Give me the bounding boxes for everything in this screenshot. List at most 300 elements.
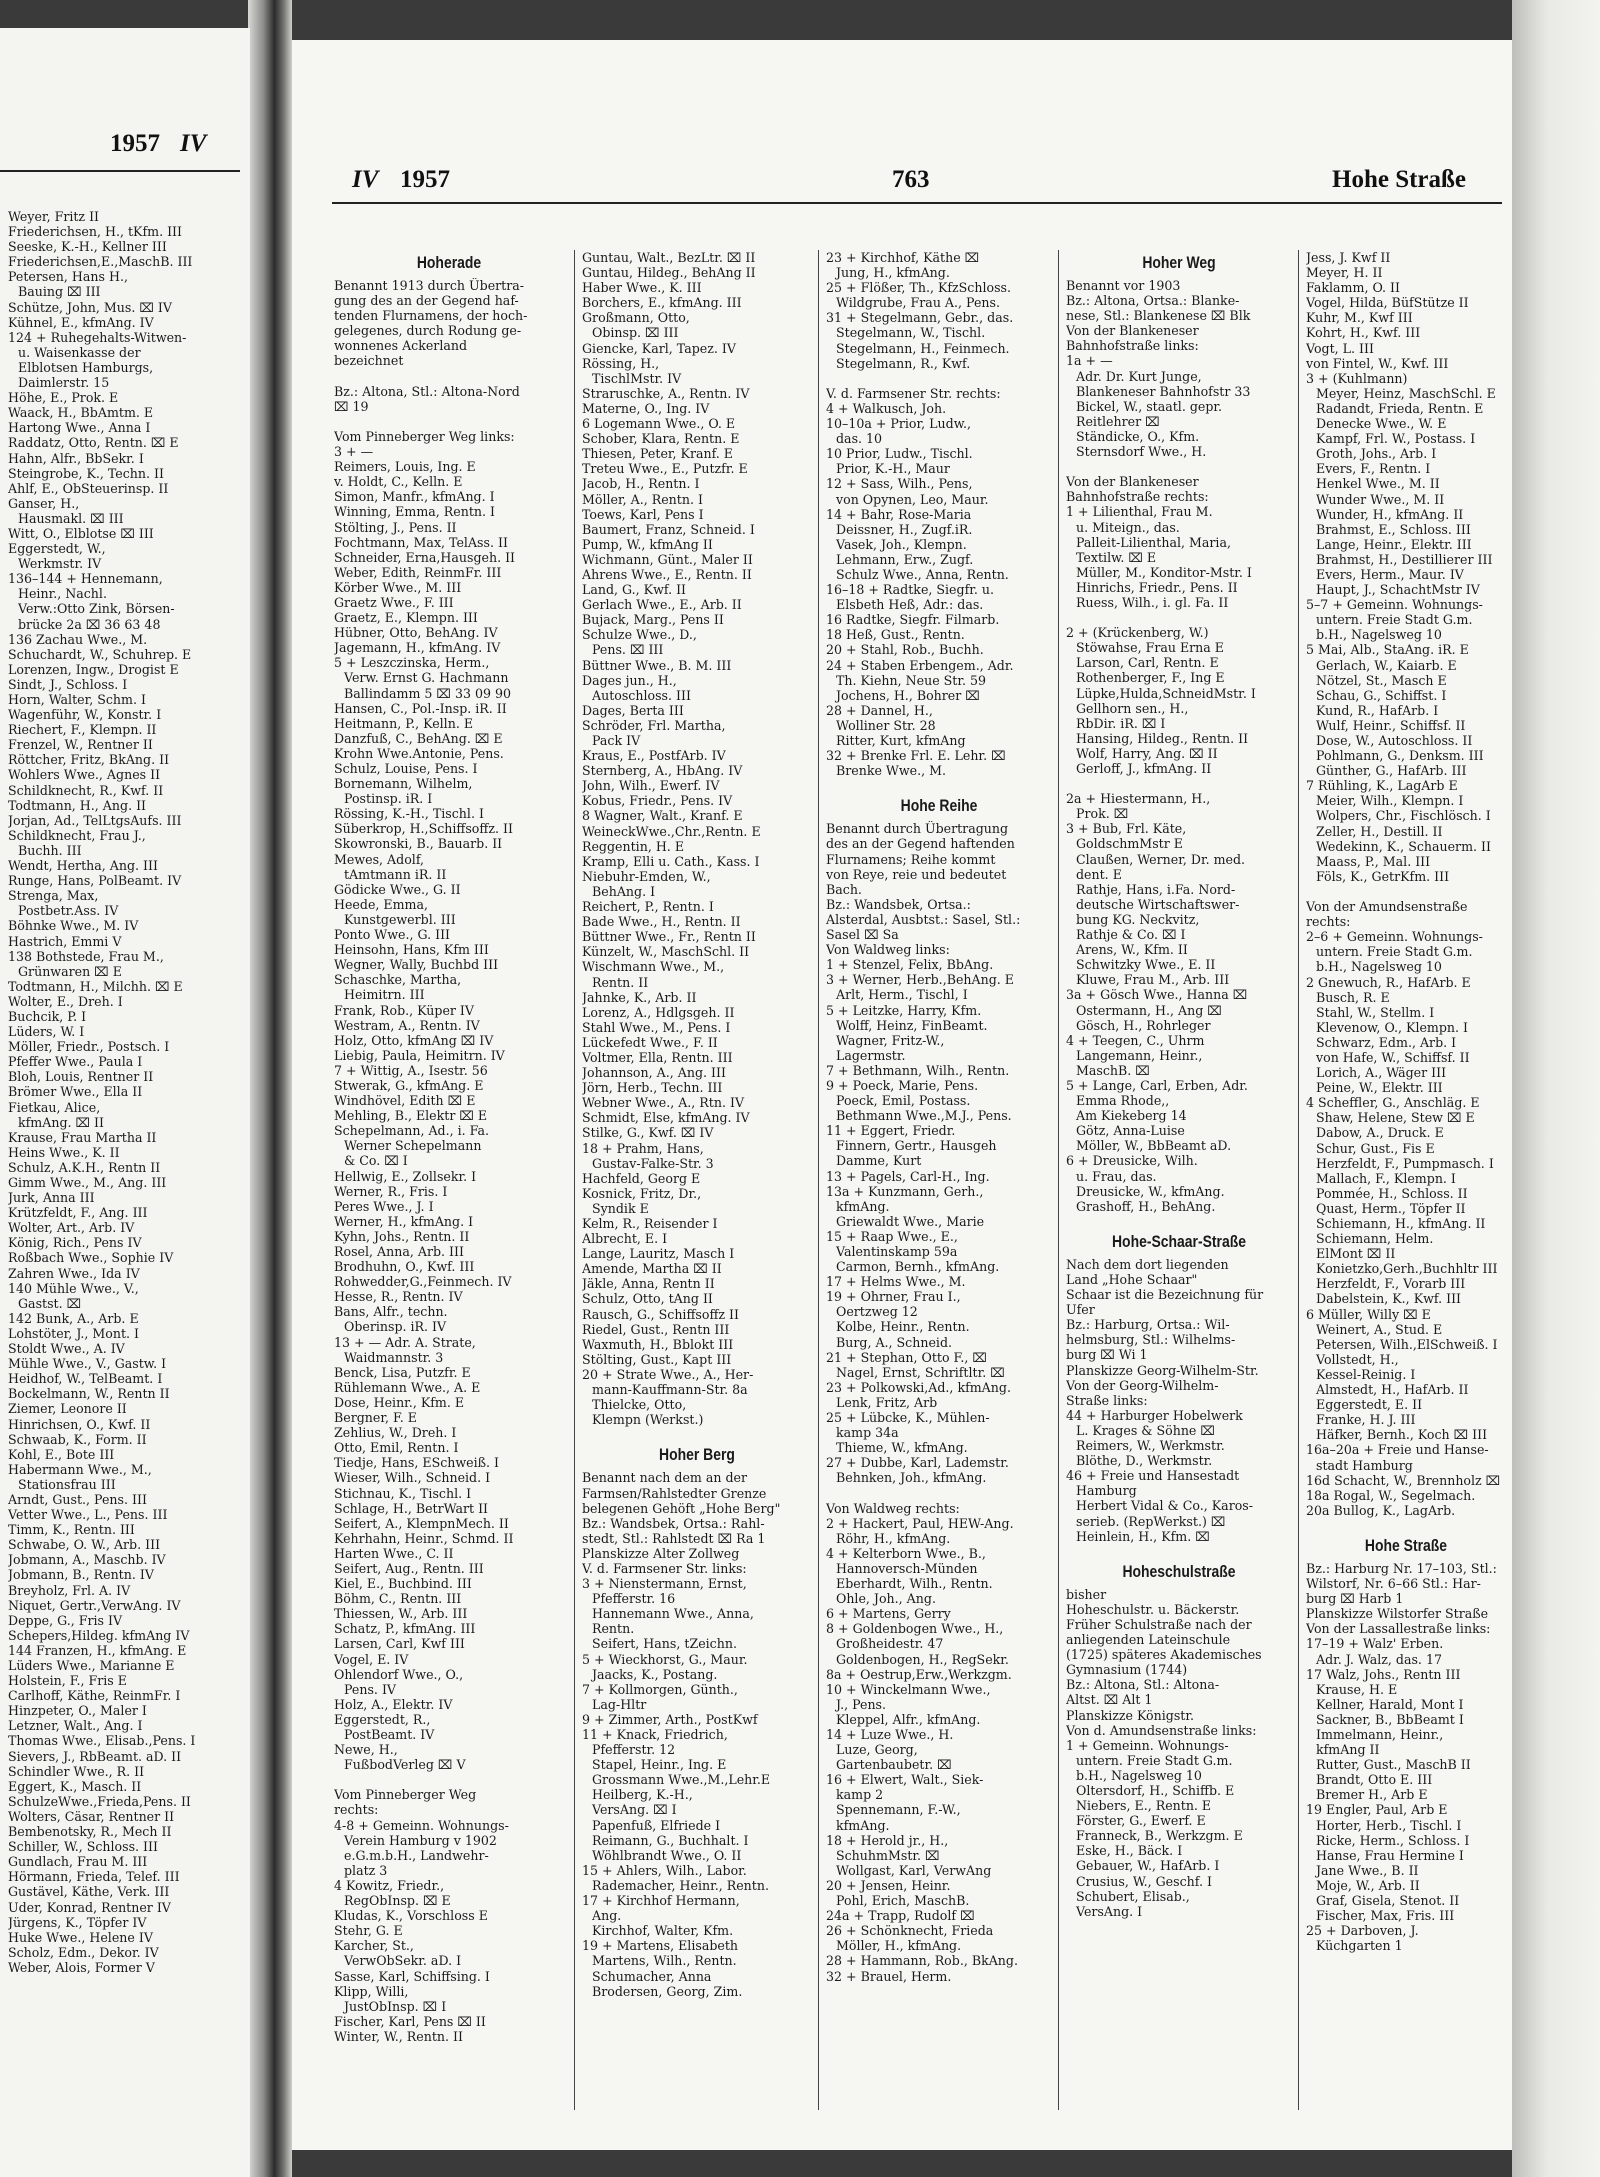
left-column — [8, 209, 244, 1975]
entry-line: Klempn (Werkst.) — [592, 1412, 704, 1428]
entry-line: von Fintel, W., Kwf. III — [1306, 355, 1449, 371]
entry-line: 3 + (Kuhlmann) — [1306, 370, 1408, 386]
entry-line: 20 + Strate Wwe., A., Her- — [582, 1366, 754, 1382]
entry-line: Ponto Wwe., G. III — [334, 927, 451, 943]
entry-line: Rössing, H., — [582, 355, 660, 371]
entry-line: Obinsp. ⌧ III — [592, 325, 679, 341]
entry-line: Seifert, Hans, tZeichn. — [592, 1636, 737, 1652]
entry-line: 5 + Leszczinska, Herm., — [334, 655, 490, 671]
column-divider — [1058, 250, 1059, 2110]
entry-line: b.H., Nagelsweg 10 — [1316, 959, 1442, 975]
entry-line: SchuhmMstr. ⌧ — [836, 1847, 940, 1863]
entry-line: Rentn. — [592, 1621, 635, 1637]
entry-line: (1725) späteres Akademisches — [1066, 1647, 1262, 1663]
entry-line: Gellhorn sen., H., — [1076, 700, 1189, 716]
entry-line: Jäkle, Anna, Rentn II — [582, 1276, 715, 1292]
entry-line: Lange, Lauritz, Masch I — [582, 1246, 735, 1262]
entry-line: Hansen, C., Pol.-Insp. iR. II — [334, 700, 507, 716]
entry-line: Behnken, Joh., kfmAng. — [836, 1470, 987, 1486]
entry-line: Stoldt Wwe., A. IV — [8, 1341, 125, 1357]
entry-line: Rössing, K.-H., Tischl. I — [334, 806, 484, 822]
column-divider — [574, 250, 575, 2110]
entry-line: Crusius, W., Geschf. I — [1076, 1873, 1212, 1889]
entry-line: Vogel, E. IV — [334, 1651, 409, 1667]
entry-line: Büttner Wwe., Fr., Rentn II — [582, 929, 756, 945]
entry-line: Oberinsp. iR. IV — [344, 1319, 447, 1335]
entry-line: Föls, K., GetrKfm. III — [1316, 868, 1450, 884]
entry-line: Hannemann Wwe., Anna, — [592, 1606, 754, 1622]
entry-line: Kohrt, H., Kwf. III — [1306, 325, 1421, 341]
entry-line: rechts: — [1306, 914, 1351, 930]
entry-line: Lag-Hltr — [592, 1696, 647, 1712]
entry-line: Amende, Martha ⌧ II — [582, 1261, 722, 1277]
entry-line: Ostermann, H., Ang ⌧ — [1076, 1002, 1222, 1018]
entry-line: Jane Wwe., B. II — [1316, 1862, 1419, 1878]
entry-line: 15 + Raap Wwe., E., — [826, 1228, 958, 1244]
entry-line: Vogt, L. III — [1306, 340, 1374, 356]
entry-line: Bockelmann, W., Rentn II — [8, 1386, 170, 1402]
entry-line: Nagel, Ernst, Schriftltr. ⌧ — [836, 1364, 1005, 1380]
entry-line: Brömer Wwe., Ella II — [8, 1084, 143, 1100]
column-1 — [334, 250, 564, 2044]
entry-line: Prior, K.-H., Maur — [836, 461, 950, 477]
entry-line: Bornemann, Wilhelm, — [334, 776, 473, 792]
entry-line: Danzfuß, C., BehAng. ⌧ E — [334, 730, 503, 746]
entry-line: Lagermstr. — [836, 1047, 906, 1063]
entry-line: Sasel ⌧ Sa — [826, 927, 899, 943]
entry-line: 140 Mühle Wwe., V., — [8, 1280, 139, 1296]
entry-line: Bethmann Wwe.,M.J., Pens. — [836, 1108, 1012, 1124]
entry-line: Stwerak, G., kfmAng. E — [334, 1077, 484, 1093]
entry-line: Timm, K., Rentn. III — [8, 1522, 135, 1538]
entry-line: Bauing ⌧ III — [18, 284, 101, 300]
entry-line: burg ⌧ Harb 1 — [1306, 1591, 1404, 1607]
entry-line: Weber, Alois, Former V — [8, 1959, 155, 1975]
entry-line: Wagner, Fritz-W., — [836, 1032, 945, 1048]
entry-line: Weber, Edith, ReinmFr. III — [334, 564, 502, 580]
entry-line: Carmon, Bernh., kfmAng. — [836, 1259, 1000, 1275]
entry-line: Land, G., Kwf. II — [582, 582, 687, 598]
left-header-volume: IV — [180, 130, 207, 157]
entry-line: Griewaldt Wwe., Marie — [836, 1213, 985, 1229]
entry-line: Palleit-Lilienthal, Maria, — [1076, 534, 1231, 550]
entry-line: Lorenzen, Ingw., Drogist E — [8, 661, 179, 677]
entry-line: Ohlendorf Wwe., O., — [334, 1666, 464, 1682]
entry-line: Heimitrn. III — [344, 987, 425, 1003]
entry-line: von Opynen, Leo, Maur. — [836, 491, 989, 507]
entry-line: Heinsohn, Hans, Kfm III — [334, 942, 489, 958]
entry-line: PostBeamt. IV — [344, 1727, 435, 1742]
entry-line: wonnenes Ackerland — [334, 338, 468, 354]
entry-line: Ständicke, O., Kfm. — [1076, 428, 1200, 444]
entry-line: Planskizze Georg-Wilhelm-Str. — [1066, 1362, 1259, 1378]
entry-line: Horter, Herb., Tischl. I — [1316, 1817, 1462, 1833]
entry-line: Heitmann, P., Kelln. E — [334, 715, 474, 731]
entry-line: Schneider, Erna,Hausgeh. II — [334, 549, 516, 565]
entry-line: von Hafe, W., Schiffsf. II — [1316, 1049, 1470, 1065]
entry-line: Weyer, Fritz II — [8, 209, 100, 224]
entry-line: Ritter, Kurt, kfmAng — [836, 733, 966, 748]
entry-line: Eggert, K., Masch. II — [8, 1778, 142, 1794]
entry-line: Bz.: Wandsbek, Ortsa.: — [826, 896, 971, 912]
entry-line: Friederichsen, H., tKfm. III — [8, 224, 182, 240]
entry-line: Von d. Amundsenstraße links: — [1066, 1722, 1257, 1738]
entry-line: Brenke Wwe., M. — [836, 763, 947, 779]
entry-line: Gastst. ⌧ — [18, 1295, 82, 1311]
entry-line: Lorenz, A., Hdlgsgeh. II — [582, 1004, 735, 1020]
entry-line: Dose, W., Autoschloss. II — [1316, 733, 1473, 748]
column-2 — [582, 250, 812, 1999]
entry-line: Rathje, Hans, i.Fa. Nord- — [1076, 881, 1236, 897]
entry-line: 1 + Lilienthal, Frau M. — [1066, 504, 1213, 520]
entry-line: Planskizze Königstr. — [1066, 1707, 1194, 1723]
entry-line: Hanse, Frau Hermine I — [1316, 1847, 1464, 1863]
entry-line: 5–7 + Gemeinn. Wohnungs- — [1306, 597, 1483, 613]
entry-line: Petersen, Wilh.,ElSchweiß. I — [1316, 1336, 1498, 1352]
entry-line: 13a + Kunzmann, Gerh., — [826, 1183, 984, 1199]
entry-line: Albrecht, E. I — [582, 1231, 668, 1247]
entry-line: Jacob, H., Rentn. I — [582, 476, 700, 492]
entry-line: Todtmann, H., Milchh. ⌧ E — [8, 978, 183, 994]
entry-line: Bz.: Harburg Nr. 17–103, Stl.: — [1306, 1560, 1497, 1576]
street-heading: Hoherade — [416, 253, 482, 272]
entry-line: Schiemann, H., kfmAng. II — [1316, 1216, 1486, 1231]
entry-line: Valentinskamp 59a — [836, 1244, 958, 1259]
entry-line: Martens, Wilh., Rentn. — [592, 1953, 737, 1969]
entry-line: Möller, A., Rentn. I — [582, 491, 703, 507]
entry-line: Kobus, Friedr., Pens. IV — [582, 793, 733, 809]
entry-line: Larsen, Carl, Kwf III — [334, 1636, 465, 1652]
entry-line: Bremer H., Arb E — [1316, 1787, 1428, 1803]
entry-line: Böhm, C., Rentn. III — [334, 1591, 462, 1607]
entry-line: Jess, J. Kwf II — [1306, 250, 1391, 265]
entry-line: Flurnamens; Reihe kommt — [826, 851, 996, 867]
entry-line: Arlt, Herm., Tischl, I — [836, 987, 968, 1003]
entry-line: Zahren Wwe., Ida IV — [8, 1265, 140, 1281]
entry-line: Sievers, J., RbBeamt. aD. II — [8, 1748, 182, 1764]
entry-line: Hoheschulstr. u. Bäckerstr. — [1066, 1601, 1240, 1617]
column-5 — [1306, 250, 1506, 1953]
right-header-year: 1957 — [400, 166, 450, 193]
entry-line: Vom Pinneberger Weg links: — [334, 428, 515, 444]
entry-line: Bickel, W., staatl. gepr. — [1076, 398, 1223, 414]
entry-line: tAmtmann iR. II — [344, 866, 447, 882]
entry-line: Hachfeld, Georg E — [582, 1170, 701, 1186]
entry-line: rechts: — [334, 1802, 379, 1818]
entry-line: Syndik E — [592, 1200, 649, 1216]
entry-line: Seifert, A., KlempnMech. II — [334, 1515, 509, 1531]
entry-line: Benannt 1913 durch Übertra- — [334, 278, 525, 293]
entry-line: Adr. J. Walz, das. 17 — [1316, 1651, 1442, 1667]
entry-line: Thiessen, W., Arb. III — [334, 1606, 468, 1622]
entry-line: Spennemann, F.-W., — [836, 1802, 961, 1818]
entry-line: Meyer, Heinz, MaschSchl. E — [1316, 385, 1496, 401]
entry-line: Maass, P., Mal. III — [1316, 853, 1431, 869]
entry-line: Baumert, Franz, Schneid. I — [582, 521, 755, 537]
entry-line: 17–19 + Walz' Erben. — [1306, 1636, 1444, 1652]
entry-line: Fietkau, Alice, — [8, 1099, 101, 1115]
entry-line: Hartong Wwe., Anna I — [8, 420, 151, 436]
entry-line: Wagenführ, W., Konstr. I — [8, 707, 162, 723]
entry-line: 20a Bullog, K., LagArb. — [1306, 1502, 1456, 1518]
entry-line: Großheidestr. 47 — [836, 1636, 944, 1652]
entry-line: J., Pens. — [836, 1696, 887, 1712]
entry-line: Graf, Gisela, Stenot. II — [1316, 1893, 1460, 1909]
entry-line: 142 Bunk, A., Arb. E — [8, 1310, 139, 1326]
left-page — [0, 28, 250, 2177]
entry-line: Gerlach Wwe., E., Arb. II — [582, 597, 742, 613]
entry-line: bezeichnet — [334, 353, 404, 369]
entry-line: König, Rich., Pens IV — [8, 1235, 142, 1251]
entry-line: 23 + Kirchhof, Käthe ⌧ — [826, 250, 980, 265]
entry-line: Prok. ⌧ — [1076, 806, 1129, 822]
entry-line: bisher — [1066, 1586, 1107, 1602]
entry-line: kfmAng. ⌧ II — [18, 1114, 104, 1130]
book-spine — [248, 0, 292, 2177]
entry-line: Schober, Klara, Rentn. E — [582, 431, 740, 447]
entry-line: Quast, Herm., Töpfer II — [1316, 1200, 1466, 1216]
entry-line: gung des an der Gegend haf- — [334, 293, 519, 309]
entry-line: Mühle Wwe., V., Gastw. I — [8, 1356, 167, 1372]
entry-line: Gerloff, J., kfmAng. II — [1076, 761, 1212, 776]
entry-line: Frenzel, W., Rentner II — [8, 737, 153, 753]
entry-line: V. d. Farmsener Str. links: — [582, 1560, 747, 1576]
entry-line: Henkel Wwe., M. II — [1316, 476, 1440, 492]
right-header-rule — [332, 202, 1502, 204]
entry-line: Lüders, W. I — [8, 1024, 85, 1040]
entry-line: Hellwig, E., Zollsekr. I — [334, 1168, 477, 1184]
entry-line: Krause, H. E — [1316, 1681, 1398, 1697]
entry-line: Stehr, G. E — [334, 1923, 403, 1939]
entry-line: Lenk, Fritz, Arb — [836, 1394, 938, 1410]
column-divider — [818, 250, 819, 2110]
entry-line: Fischer, Max, Fris. III — [1316, 1908, 1455, 1924]
entry-line: Brahmst, E., Schloss. III — [1316, 521, 1471, 537]
entry-line: 10 + Winckelmann Wwe., — [826, 1681, 991, 1697]
entry-line: Franneck, B., Werkzgm. E — [1076, 1828, 1243, 1844]
entry-line: Riechert, F., Klempn. II — [8, 722, 157, 738]
entry-line: Herzfeldt, F., Pumpmasch. I — [1316, 1155, 1494, 1171]
entry-line: Hahn, Alfr., BbSekr. I — [8, 450, 144, 466]
entry-line: 4 + Teegen, C., Uhrm — [1066, 1032, 1205, 1048]
entry-line: Benannt vor 1903 — [1066, 278, 1181, 293]
entry-line: Herzfeldt, F., Vorarb III — [1316, 1276, 1466, 1292]
entry-line — [1066, 459, 1292, 474]
entry-line: Reitlehrer ⌧ — [1076, 413, 1160, 429]
entry-line: Niebuhr-Emden, W., — [582, 868, 711, 884]
entry-line: kfmAng. — [836, 1198, 890, 1214]
entry-line: Böhnke Wwe., M. IV — [8, 918, 139, 934]
entry-line: Oertzweg 12 — [836, 1304, 918, 1320]
entry-line: u. Miteign., das. — [1076, 519, 1180, 535]
entry-line: Röttcher, Fritz, BkAng. II — [8, 752, 170, 768]
entry-line: Voltmer, Ella, Rentn. III — [582, 1049, 733, 1065]
entry-line: Lorich, A., Wäger III — [1316, 1065, 1447, 1081]
entry-line: Von Waldweg links: — [826, 942, 950, 958]
entry-line: 3 + Bub, Frl. Käte, — [1066, 821, 1187, 837]
street-heading: Hohe Reihe — [900, 796, 978, 816]
entry-line: Ganser, H., — [8, 495, 80, 511]
entry-line: Schiemann, Helm. — [1316, 1231, 1434, 1247]
entry-line: Windhövel, Edith ⌧ E — [334, 1093, 476, 1109]
entry-line: Riedel, Gust., Rentn III — [582, 1321, 730, 1337]
entry-line: Dreusicke, W., kfmAng. — [1076, 1183, 1225, 1199]
entry-line: Wunder, H., kfmAng. II — [1316, 506, 1464, 522]
entry-line: Luze, Georg, — [836, 1742, 918, 1758]
entry-line: Möller, W., BbBeamt aD. — [1076, 1138, 1232, 1154]
entry-line: Von der Georg-Wilhelm- — [1066, 1377, 1219, 1393]
entry-line: Farmsen/Rahlstedter Grenze — [582, 1485, 767, 1501]
entry-line: Claußen, Werner, Dr. med. — [1076, 851, 1246, 867]
street-heading: Hoher Berg — [659, 1445, 735, 1465]
entry-line: Faklamm, O. II — [1306, 280, 1400, 296]
entry-line: Waidmannstr. 3 — [344, 1349, 444, 1365]
entry-line: Rademacher, Heinr., Rentn. — [592, 1877, 769, 1893]
entry-line: Wilstorf, Nr. 6–66 Stl.: Har- — [1306, 1576, 1481, 1592]
entry-line — [1066, 1214, 1292, 1229]
entry-line: Finnern, Gertr., Hausgeh — [836, 1138, 997, 1154]
entry-line: FußbodVerleg ⌧ V — [344, 1757, 466, 1773]
entry-line: Lüders Wwe., Marianne E — [8, 1658, 175, 1673]
entry-line: Sternsdorf Wwe., H. — [1076, 444, 1207, 460]
entry-line: 20 + Jensen, Heinr. — [826, 1877, 951, 1893]
entry-line: 2a + Hiestermann, H., — [1066, 791, 1211, 807]
entry-line: Th. Kiehn, Neue Str. 59 — [836, 672, 987, 688]
entry-line: 1 + Gemeinn. Wohnungs- — [1066, 1737, 1229, 1753]
entry-line: 17 + Kirchhof Hermann, — [582, 1893, 740, 1909]
entry-line: v. Holdt, C., Kelln. E — [334, 474, 463, 490]
entry-line: 1a + — — [1066, 353, 1113, 369]
left-header-year: 1957 — [110, 130, 160, 157]
entry-line: Wolpers, Chr., Fischlösch. I — [1316, 808, 1491, 824]
entry-line: 7 + Wittig, A., Isestr. 56 — [334, 1062, 488, 1078]
entry-line: Jorjan, Ad., TelLtgsAufs. III — [8, 812, 182, 828]
entry-line: tenden Flurnamens, der hoch- — [334, 308, 528, 324]
entry-line: 28 + Dannel, H., — [826, 702, 933, 718]
entry-line: Elsbeth Heß, Adr.: das. — [836, 597, 984, 613]
entry-line: Weinert, A., Stud. E — [1316, 1321, 1443, 1337]
entry-line: Rausch, G., Schiffsoffz II — [582, 1306, 739, 1322]
entry-line: Werner, H., kfmAng. I — [334, 1213, 474, 1229]
entry-line: Borchers, E., kfmAng. III — [582, 295, 742, 311]
entry-line: RegObInsp. ⌧ E — [344, 1893, 451, 1909]
entry-line: Gimm Wwe., M., Ang. III — [8, 1175, 167, 1190]
entry-line: 27 + Dubbe, Karl, Lademstr. — [826, 1455, 1009, 1471]
entry-line: Radandt, Frieda, Rentn. E — [1316, 400, 1484, 416]
entry-line: Grashoff, H., BehAng. — [1076, 1198, 1216, 1214]
entry-line: Land „Hohe Schaar" — [1066, 1272, 1198, 1287]
entry-line: V. d. Farmsener Str. rechts: — [826, 385, 1001, 401]
entry-line: Vogel, Hilda, BüfStütze II — [1306, 295, 1469, 311]
entry-line: u. Frau, das. — [1076, 1168, 1157, 1184]
entry-line: Gustav-Falke-Str. 3 — [592, 1155, 714, 1171]
column-3 — [826, 250, 1052, 1984]
entry-line: Daimlerstr. 15 — [18, 375, 110, 391]
entry-line: 5 Mai, Alb., StaAng. iR. E — [1306, 642, 1469, 658]
entry-line: Von der Blankeneser — [1066, 474, 1199, 490]
entry-line: Stilke, G., Kwf. ⌧ IV — [582, 1125, 714, 1141]
entry-line: Stegelmann, R., Kwf. — [836, 355, 971, 371]
entry-line: Toews, Karl, Pens I — [582, 506, 704, 522]
entry-line: John, Wilh., Ewerf. IV — [582, 778, 720, 794]
entry-line: Karcher, St., — [334, 1938, 414, 1954]
entry-line: 138 Bothstede, Frau M., — [8, 948, 164, 964]
entry-line: Eggerstedt, W., — [8, 541, 106, 557]
entry-line: 18 + Prahm, Hans, — [582, 1140, 704, 1156]
column-4 — [1066, 250, 1292, 1919]
entry-line: Schulz Wwe., Anna, Rentn. — [836, 566, 1009, 582]
entry-line: Materne, O., Ing. IV — [582, 400, 710, 416]
entry-line: Wolter, E., Dreh. I — [8, 993, 123, 1009]
entry-line: 25 + Lübcke, K., Mühlen- — [826, 1410, 990, 1426]
entry-line: BehAng. I — [592, 883, 656, 899]
entry-line: Groth, Johs., Arb. I — [1316, 446, 1437, 462]
entry-line: Heede, Emma, — [334, 896, 428, 912]
entry-line: Blöthe, D., Werkmstr. — [1076, 1453, 1213, 1469]
entry-line: Schaar ist die Bezeichnung für — [1066, 1287, 1264, 1303]
entry-line: Busch, R. E — [1316, 989, 1390, 1005]
entry-line: Skowronski, B., Bauarb. II — [334, 836, 503, 852]
entry-line: von Reye, reie und bedeutet — [826, 866, 1007, 882]
entry-line: Huke Wwe., Helene IV — [8, 1929, 153, 1945]
entry-line: Strenga, Max, — [8, 888, 99, 904]
entry-line: Gebauer, W., HafArb. I — [1076, 1858, 1220, 1874]
entry-line: Stationsfrau III — [18, 1476, 116, 1492]
entry-line: Verw. Ernst G. Hachmann — [344, 670, 509, 686]
entry-line: Künzelt, W., MaschSchl. II — [582, 944, 750, 960]
entry-line: 4-8 + Gemeinn. Wohnungs- — [334, 1817, 509, 1833]
entry-line: Reimers, W., Werkmstr. — [1076, 1438, 1225, 1454]
entry-line: Krohn Wwe.Antonie, Pens. — [334, 745, 504, 761]
entry-line: MaschB. ⌧ — [1076, 1062, 1150, 1078]
entry-line: Eggerstedt, E. II — [1316, 1397, 1423, 1413]
entry-line: Benannt durch Übertragung — [826, 821, 1009, 837]
entry-line: Reichert, P., Rentn. I — [582, 899, 714, 915]
entry-line: Webner Wwe., A., Rtn. IV — [582, 1095, 745, 1111]
entry-line: burg ⌧ Wi 1 — [1066, 1347, 1148, 1363]
entry-line: 28 + Hammann, Rob., BkAng. — [826, 1953, 1018, 1969]
entry-line: Postbetr.Ass. IV — [18, 903, 119, 919]
entry-line: 24 + Staben Erbengem., Adr. — [826, 657, 1014, 673]
page-edge — [1512, 0, 1600, 2177]
entry-line: 9 + Poeck, Marie, Pens. — [826, 1077, 979, 1093]
entry-line: Bz.: Altona, Stl.: Altona-Nord — [334, 383, 520, 399]
entry-line: Waack, H., BbAmtm. E — [8, 405, 154, 421]
entry-line: Schwarz, Edm., Arb. I — [1316, 1034, 1457, 1050]
entry-line: Seifert, Aug., Rentn. III — [334, 1560, 484, 1576]
entry-line: Peres Wwe., J. I — [334, 1198, 434, 1214]
entry-line: 23 + Polkowski,Ad., kfmAng. — [826, 1379, 1011, 1395]
entry-line: Nach dem dort liegenden — [1066, 1256, 1229, 1272]
entry-line: Stölting, J., Pens. II — [334, 519, 457, 535]
entry-line: Kuhr, M., Kwf III — [1306, 310, 1413, 326]
entry-line: Hannoversch-Münden — [836, 1560, 978, 1576]
entry-line: 11 + Eggert, Friedr. — [826, 1123, 956, 1139]
entry-line: 13 + Pagels, Carl-H., Ing. — [826, 1168, 990, 1184]
entry-line: 5 + Lange, Carl, Erben, Adr. — [1066, 1077, 1248, 1093]
entry-line: Bz.: Wandsbek, Ortsa.: Rahl- — [582, 1515, 765, 1531]
entry-line: 46 + Freie und Hansestadt — [1066, 1468, 1240, 1484]
entry-line: Wolf, Harry, Ang. ⌧ II — [1076, 745, 1218, 761]
entry-line: platz 3 — [344, 1862, 388, 1878]
entry-line: 2 + (Krückenberg, W.) — [1066, 625, 1209, 641]
entry-line: 4 Scheffler, G., Anschläg. E — [1306, 1095, 1480, 1111]
entry-line: Kunstgewerbl. III — [344, 911, 456, 927]
entry-line: helmsburg, Stl.: Wilhelms- — [1066, 1332, 1236, 1348]
entry-line: Reggentin, H. E — [582, 838, 685, 854]
entry-line: 14 + Luze Wwe., H. — [826, 1727, 954, 1742]
entry-line: Schulz, A.K.H., Rentn II — [8, 1159, 161, 1175]
